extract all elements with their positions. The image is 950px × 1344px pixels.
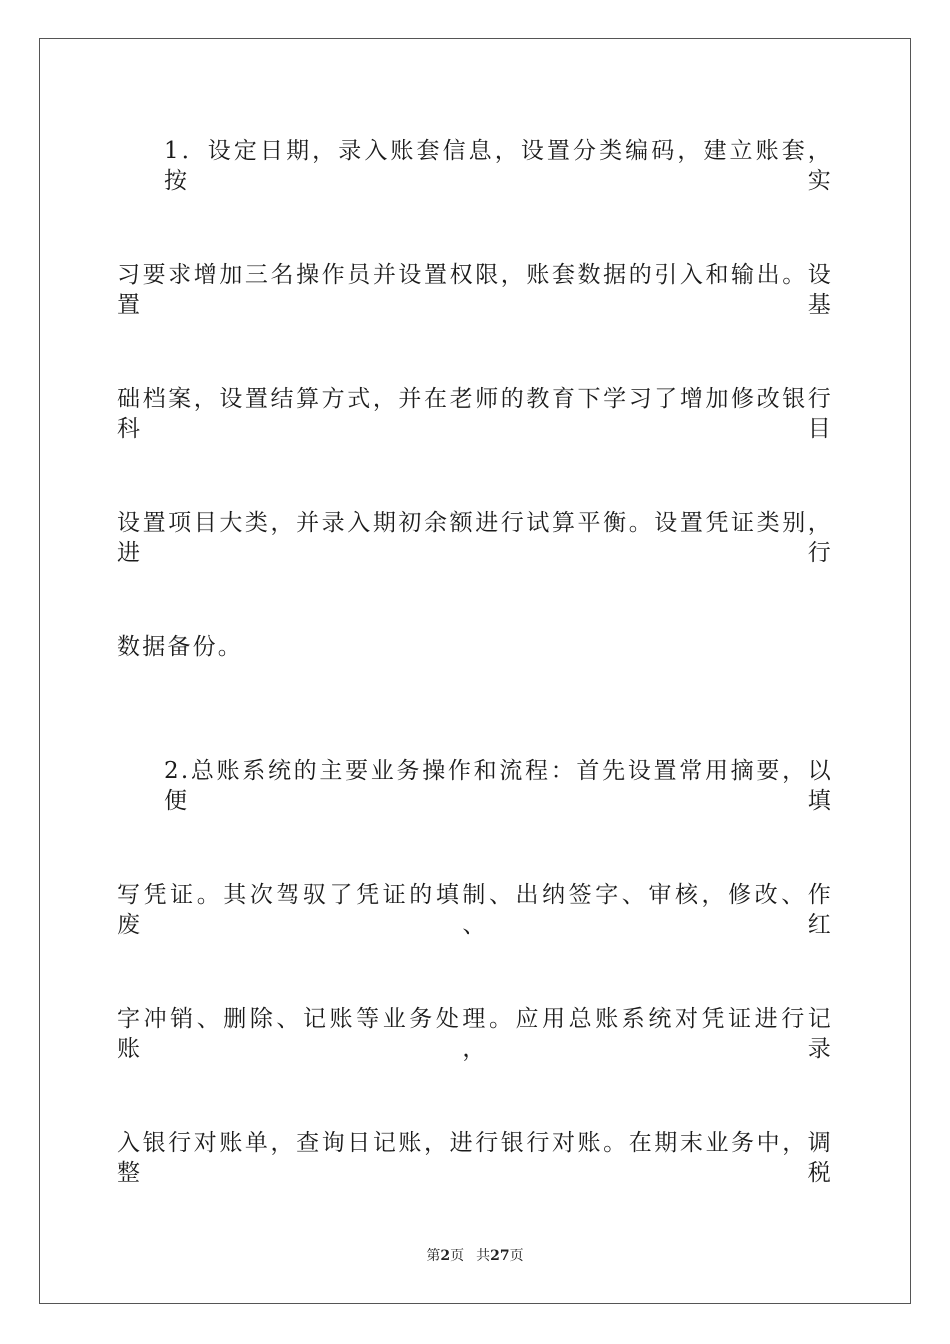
- page-border: [39, 38, 911, 1304]
- footer-page-suffix: 页: [450, 1248, 465, 1264]
- footer-total-pages: 27: [490, 1248, 510, 1264]
- paragraph-2-line-1: 2.总账系统的主要业务操作和流程：首先设置常用摘要，以便填: [164, 758, 833, 814]
- footer-total-suffix: 页: [509, 1248, 524, 1264]
- paragraph-1-line-2: 习要求增加三名操作员并设置权限，账套数据的引入和输出。设置基: [117, 262, 833, 318]
- paragraph-2-line-2: 写凭证。其次驾驭了凭证的填制、出纳签字、审核，修改、作废、红: [117, 882, 833, 938]
- footer-page-prefix: 第: [426, 1248, 441, 1264]
- footer-total-prefix: 共: [476, 1248, 491, 1264]
- paragraph-1-line-1: 1．设定日期，录入账套信息，设置分类编码，建立账套，按实: [164, 138, 833, 194]
- paragraph-1-line-4: 设置项目大类，并录入期初余额进行试算平衡。设置凭证类别，进行: [117, 510, 833, 566]
- paragraph-2-line-3: 字冲销、删除、记账等业务处理。应用总账系统对凭证进行记账，录: [117, 1006, 833, 1062]
- paragraph-2-line-4: 入银行对账单，查询日记账，进行银行对账。在期末业务中，调整税: [117, 1130, 833, 1186]
- footer-page-number: 2: [440, 1248, 451, 1264]
- page-footer: [0, 1247, 950, 1265]
- paragraph-1-line-5: 数据备份。: [117, 634, 243, 660]
- paragraph-1-line-3: 础档案，设置结算方式，并在老师的教育下学习了增加修改银行科目: [117, 386, 833, 442]
